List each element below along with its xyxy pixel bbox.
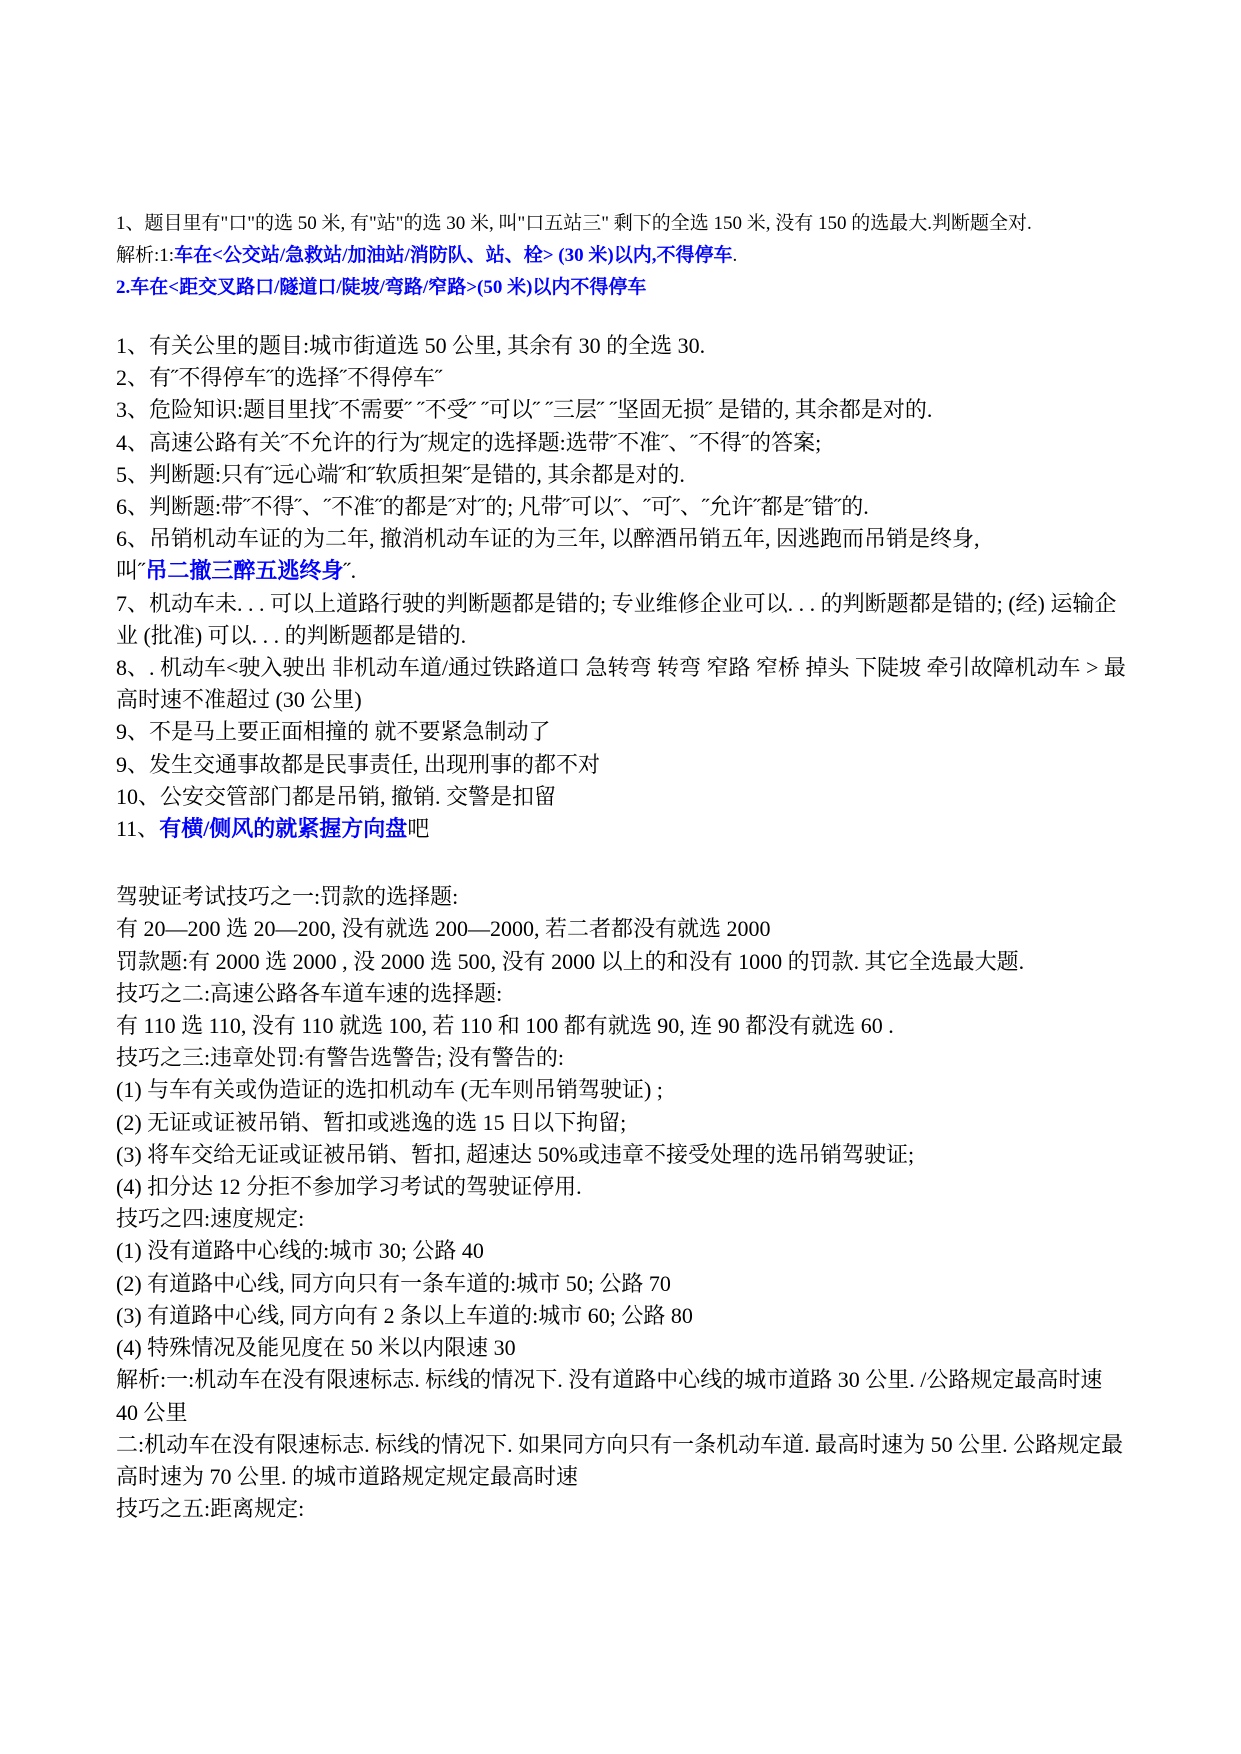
analysis-prefix: 解析:1: — [116, 245, 175, 266]
list-item: (1) 没有道路中心线的:城市 30; 公路 40 — [116, 1238, 484, 1264]
text-suffix: ˝. — [343, 558, 357, 584]
list-item: 7、机动车未. . . 可以上道路行驶的判断题都是错的; 专业维修企业可以. . . 的判断题都是错的; (经) 运输企业 (批准) 可以. . . 的判断题都是错的. — [116, 590, 1117, 648]
number-prefix: 2. — [116, 277, 131, 298]
paragraph — [116, 240, 1126, 272]
highlight-text: 吊二撤三醉五逃终身 — [145, 558, 344, 584]
section-tips-list — [116, 330, 1126, 845]
text-prefix: 11、 — [116, 816, 160, 842]
paragraph: 解析:一:机动车在没有限速标志. 标线的情况下. 没有道路中心线的城市道路 30 公里. /公路规定最高时速 40 公里 — [116, 1367, 1103, 1425]
highlight-text: 车在<公交站/急救站/加油站/消防队、站、栓> (30 米)以内,不得停车 — [174, 245, 733, 266]
section-tips-intro — [116, 208, 1126, 304]
list-item: (4) 特殊情况及能见度在 50 米以内限速 30 — [116, 1335, 516, 1361]
list-item: 8、. 机动车<驶入驶出 非机动车道/通过铁路道口 急转弯 转弯 窄路 窄桥 掉头 下陡坡 牵引故障机动车 > 最高时速不准超过 (30 公里) — [116, 655, 1126, 713]
paragraph: 1、题目里有"口"的选 50 米, 有"站"的选 30 米, 叫"口五站三" 剩下的全选 150 米, 没有 150 的选最大.判断题全对. — [116, 213, 1032, 234]
list-item: (2) 无证或证被吊销、暂扣或逃逸的选 15 日以下拘留; — [116, 1109, 627, 1135]
document-page — [116, 208, 1126, 1525]
highlight-text: 车在<距交叉路口/隧道口/陡坡/弯路/窄路>(50 米)以内不得停车 — [130, 277, 647, 298]
list-item — [116, 555, 1126, 587]
list-item: 9、发生交通事故都是民事责任, 出现刑事的都不对 — [116, 751, 601, 777]
paragraph — [116, 272, 1126, 304]
list-item: 2、有˝不得停车˝的选择˝不得停车˝ — [116, 365, 443, 391]
paragraph: 罚款题:有 2000 选 2000 , 没 2000 选 500, 没有 2000 以上的和没有 1000 的罚款. 其它全选最大题. — [116, 948, 1025, 974]
text-suffix: 吧 — [407, 816, 430, 842]
heading: 技巧之五:距离规定: — [116, 1496, 305, 1522]
list-item: (3) 将车交给无证或证被吊销、暂扣, 超速达 50%或违章不接受处理的选吊销驾驶证; — [116, 1141, 915, 1167]
paragraph: 有 110 选 110, 没有 110 就选 100, 若 110 和 100 都有就选 90, 连 90 都没有就选 60 . — [116, 1013, 894, 1039]
list-item: 1、有关公里的题目:城市街道选 50 公里, 其余有 30 的全选 30. — [116, 333, 706, 358]
text-suffix: . — [732, 245, 738, 266]
list-item: 9、不是马上要正面相撞的 就不要紧急制动了 — [116, 719, 551, 745]
heading: 驾驶证考试技巧之一:罚款的选择题: — [116, 884, 459, 910]
section-exam-techniques — [116, 881, 1126, 1525]
heading: 技巧之三:违章处罚:有警告选警告; 没有警告的: — [116, 1045, 564, 1071]
list-item: 6、判断题:带˝不得˝、˝不准˝的都是˝对˝的; 凡带˝可以˝、˝可˝、˝允许˝都是˝错˝的. — [116, 494, 869, 520]
list-item: (1) 与车有关或伪造证的选扣机动车 (无车则吊销驾驶证) ; — [116, 1077, 663, 1103]
heading: 技巧之四:速度规定: — [116, 1206, 305, 1232]
list-item: 3、危险知识:题目里找˝不需要˝ ˝不受˝ ˝可以˝ ˝三层˝ ˝坚固无损˝ 是错的, 其余都是对的. — [116, 397, 933, 423]
list-item: 6、吊销机动车证的为二年, 撤消机动车证的为三年, 以醉酒吊销五年, 因逃跑而吊销是终身, — [116, 526, 980, 552]
highlight-text: 有横/侧风的就紧握方向盘 — [159, 816, 408, 842]
paragraph: 二:机动车在没有限速标志. 标线的情况下. 如果同方向只有一条机动车道. 最高时速为 50 公里. 公路规定最高时速为 70 公里. 的城市道路规定规定最高时速 — [116, 1431, 1124, 1489]
list-item: (2) 有道路中心线, 同方向只有一条车道的:城市 50; 公路 70 — [116, 1270, 671, 1296]
text-prefix: 叫˝ — [116, 558, 146, 584]
list-item: (3) 有道路中心线, 同方向有 2 条以上车道的:城市 60; 公路 80 — [116, 1302, 693, 1328]
list-item — [116, 813, 1126, 845]
list-item: 5、判断题:只有˝远心端˝和˝软质担架˝是错的, 其余都是对的. — [116, 461, 685, 487]
paragraph: 有 20—200 选 20—200, 没有就选 200—2000, 若二者都没有就选 2000 — [116, 916, 771, 942]
list-item: (4) 扣分达 12 分拒不参加学习考试的驾驶证停用. — [116, 1174, 582, 1200]
list-item: 4、高速公路有关˝不允许的行为˝规定的选择题:选带˝不准˝、˝不得˝的答案; — [116, 429, 822, 455]
list-item: 10、公安交管部门都是吊销, 撤销. 交警是扣留 — [116, 783, 557, 809]
heading: 技巧之二:高速公路各车道车速的选择题: — [116, 980, 503, 1006]
